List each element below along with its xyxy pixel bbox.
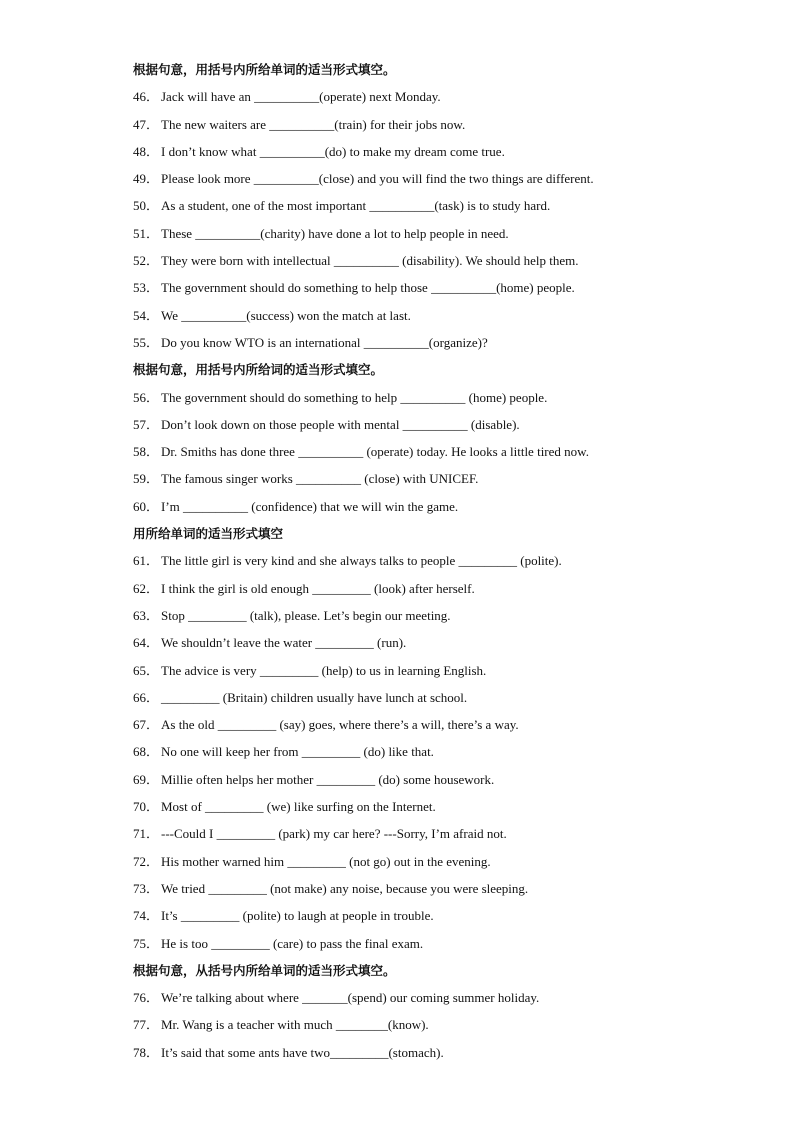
- item-text: Jack will have an __________(operate) next Monday.: [161, 89, 441, 105]
- item-number: 59．: [133, 471, 160, 487]
- item-text: Stop _________ (talk), please. Let’s begin our meeting.: [161, 607, 451, 623]
- item-text: His mother warned him _________ (not go) out in the evening.: [161, 853, 491, 869]
- section-3: [0, 520, 794, 957]
- exercise-item: [0, 547, 794, 574]
- item-number: 50．: [133, 198, 160, 214]
- item-number: 63．: [133, 607, 160, 623]
- exercise-item: [0, 138, 794, 165]
- item-number: 47．: [133, 116, 160, 132]
- item-text: It’s _________ (polite) to laugh at people in trouble.: [161, 908, 434, 924]
- item-text: The government should do something to help __________ (home) people.: [161, 389, 548, 405]
- item-text: The new waiters are __________(train) for their jobs now.: [161, 116, 466, 132]
- exercise-item: [0, 930, 794, 957]
- exercise-item: [0, 220, 794, 247]
- item-number: 56．: [133, 389, 160, 405]
- item-text: Do you know WTO is an international __________(organize)?: [161, 334, 488, 350]
- exercise-item: [0, 793, 794, 820]
- exercise-item: [0, 711, 794, 738]
- exercise-item: [0, 575, 794, 602]
- exercise-item: [0, 1039, 794, 1066]
- item-text: Dr. Smiths has done three __________ (operate) today. He looks a little tired now.: [161, 444, 589, 460]
- exercise-item: [0, 192, 794, 219]
- item-text: We __________(success) won the match at last.: [161, 307, 411, 323]
- item-number: 54．: [133, 307, 160, 323]
- item-number: 52．: [133, 253, 160, 269]
- exercise-item: [0, 684, 794, 711]
- section-4: [0, 957, 794, 1066]
- exercise-item: [0, 165, 794, 192]
- exercise-item: [0, 738, 794, 765]
- item-number: 67．: [133, 717, 160, 733]
- item-number: 60．: [133, 498, 160, 514]
- item-number: 49．: [133, 171, 160, 187]
- exercise-item: [0, 1011, 794, 1038]
- section-heading: 根据句意，用括号内所给词的适当形式填空。: [133, 362, 384, 378]
- item-number: 72．: [133, 853, 160, 869]
- exercise-item: [0, 875, 794, 902]
- item-number: 74．: [133, 908, 160, 924]
- item-text: I’m __________ (confidence) that we will win the game.: [161, 498, 459, 514]
- item-number: 68．: [133, 744, 160, 760]
- item-number: 46．: [133, 89, 160, 105]
- item-text: The famous singer works __________ (close) with UNICEF.: [161, 471, 479, 487]
- item-text: He is too _________ (care) to pass the final exam.: [161, 935, 424, 951]
- item-text: We’re talking about where _______(spend) our coming summer holiday.: [161, 990, 540, 1006]
- item-number: 55．: [133, 334, 160, 350]
- item-text: They were born with intellectual __________ (disability). We should help them.: [161, 253, 579, 269]
- item-number: 76．: [133, 990, 160, 1006]
- item-number: 69．: [133, 771, 160, 787]
- item-text: It’s said that some ants have two_________(stomach).: [161, 1044, 444, 1060]
- exercise-item: [0, 820, 794, 847]
- exercise-item: [0, 657, 794, 684]
- item-number: 65．: [133, 662, 160, 678]
- exercise-item: [0, 111, 794, 138]
- item-number: 61．: [133, 553, 160, 569]
- item-text: As a student, one of the most important __________(task) is to study hard.: [161, 198, 551, 214]
- item-text: The little girl is very kind and she always talks to people _________ (polite).: [161, 553, 562, 569]
- item-text: Most of _________ (we) like surfing on the Internet.: [161, 799, 436, 815]
- item-number: 66．: [133, 689, 160, 705]
- item-number: 75．: [133, 935, 160, 951]
- item-text: These __________(charity) have done a lot to help people in need.: [161, 225, 509, 241]
- exercise-item: [0, 629, 794, 656]
- exercise-item: [0, 411, 794, 438]
- item-text: No one will keep her from _________ (do) like that.: [161, 744, 434, 760]
- exercise-item: [0, 247, 794, 274]
- exercise-item: [0, 465, 794, 492]
- item-number: 71．: [133, 826, 160, 842]
- item-number: 57．: [133, 416, 160, 432]
- exercise-item: [0, 493, 794, 520]
- section-heading: 根据句意，从括号内所给单词的适当形式填空。: [133, 962, 396, 978]
- item-text: The government should do something to help those __________(home) people.: [161, 280, 575, 296]
- exercise-item: [0, 984, 794, 1011]
- item-text: We shouldn’t leave the water _________ (run).: [161, 635, 407, 651]
- section-heading: 根据句意，用括号内所给单词的适当形式填空。: [133, 62, 396, 77]
- item-number: 53．: [133, 280, 160, 296]
- section-heading: 用所给单词的适当形式填空: [133, 526, 284, 542]
- item-text: ---Could I _________ (park) my car here? ---Sorry, I’m afraid not.: [161, 826, 507, 842]
- item-text: Don’t look down on those people with mental __________ (disable).: [161, 416, 520, 432]
- item-number: 58．: [133, 444, 160, 460]
- item-text: _________ (Britain) children usually have lunch at school.: [161, 689, 468, 705]
- exercise-item: [0, 302, 794, 329]
- exercise-item: [0, 848, 794, 875]
- exercise-item: [0, 438, 794, 465]
- worksheet-page: [0, 56, 794, 1066]
- item-text: The advice is very _________ (help) to us in learning English.: [161, 662, 487, 678]
- item-text: Mr. Wang is a teacher with much ________(know).: [161, 1017, 429, 1033]
- exercise-item: [0, 602, 794, 629]
- item-number: 48．: [133, 143, 160, 159]
- exercise-item: [0, 384, 794, 411]
- section-1: [0, 56, 794, 356]
- item-number: 51．: [133, 225, 160, 241]
- section-2: [0, 356, 794, 520]
- exercise-item: [0, 902, 794, 929]
- item-text: I think the girl is old enough _________ (look) after herself.: [161, 580, 475, 596]
- item-number: 77．: [133, 1017, 160, 1033]
- item-text: Please look more __________(close) and you will find the two things are different.: [161, 171, 594, 187]
- item-text: Millie often helps her mother _________ (do) some housework.: [161, 771, 495, 787]
- item-number: 70．: [133, 799, 160, 815]
- item-text: As the old _________ (say) goes, where there’s a will, there’s a way.: [161, 717, 519, 733]
- item-text: We tried _________ (not make) any noise, because you were sleeping.: [161, 880, 529, 896]
- item-number: 62．: [133, 580, 160, 596]
- exercise-item: [0, 274, 794, 301]
- exercise-item: [0, 329, 794, 356]
- exercise-item: [0, 83, 794, 110]
- item-number: 64．: [133, 635, 160, 651]
- item-number: 73．: [133, 880, 160, 896]
- item-number: 78．: [133, 1044, 160, 1060]
- item-text: I don’t know what __________(do) to make my dream come true.: [161, 143, 505, 159]
- exercise-item: [0, 766, 794, 793]
